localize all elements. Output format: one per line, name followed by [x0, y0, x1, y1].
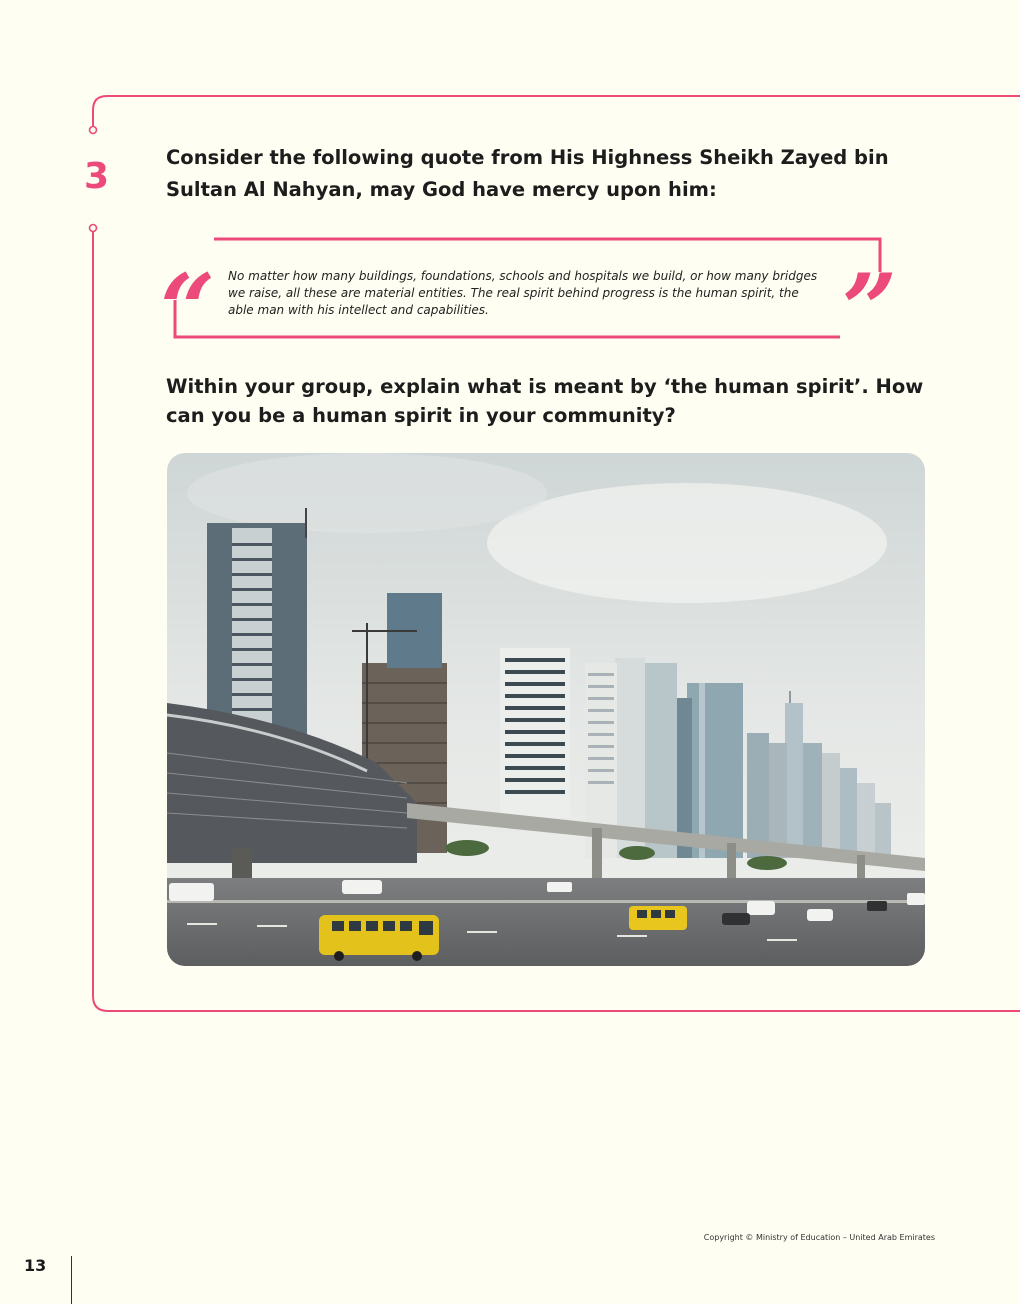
copyright-notice: Copyright © Ministry of Education – United Arab Emirates [703, 1233, 935, 1242]
zayed-quote: No matter how many buildings, foundations, schools and hospitals we build, or how many bridges we raise, all these are material entities. The real spirit behind progress is the human spirit, the able man with his intellect and capabilities. [228, 269, 818, 317]
close-quote-icon: ” [842, 253, 898, 366]
page-divider [71, 1256, 72, 1304]
city-skyline-photo [167, 453, 925, 966]
page-number: 13 [24, 1256, 47, 1275]
group-task: Within your group, explain what is meant by ‘the human spirit’. How can you be a human spirit in your community? [166, 375, 924, 427]
activity-number: 3 [84, 156, 110, 197]
open-quote-icon: “ [160, 253, 216, 366]
skyline-illustration [167, 453, 925, 966]
activity-question: Consider the following quote from His Highness Sheikh Zayed bin Sultan Al Nahyan, may God have mercy upon him: [166, 146, 889, 201]
